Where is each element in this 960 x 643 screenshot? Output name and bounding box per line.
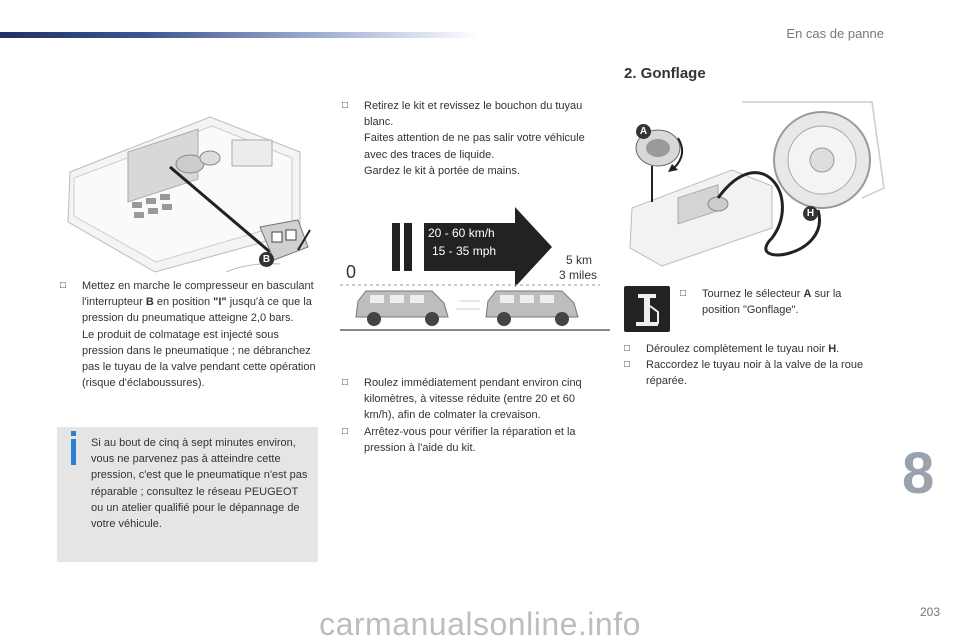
hose-instructions (624, 341, 874, 390)
list-item: □ Arrêtez-vous pour vérifier la réparation et la pression à l'aide du kit. (342, 425, 576, 454)
info-icon-dot (71, 431, 76, 436)
speed-kmh-label: 20 - 60 km/h (428, 226, 495, 240)
info-icon (71, 439, 76, 465)
speed-distance-illustration (340, 205, 610, 345)
remove-kit-caution: Faites attention de ne pas salir votre véhicule avec des traces de liquide. (364, 132, 585, 161)
list-item: □ Mettez en marche le compresseur en basculant l'interrupteur B en position "I" jusqu'à ce que la pression du pneumatique atteigne 2,0 bars. (60, 280, 314, 325)
section-heading-gonflage: 2. Gonflage (624, 65, 706, 82)
section-title: En cas de panne (786, 26, 884, 41)
checkbox-bullet-icon: □ (680, 288, 687, 299)
distance-miles-label: 3 miles (559, 268, 598, 282)
checkbox-bullet-icon: □ (342, 425, 349, 437)
selector-instructions (680, 286, 870, 318)
checkbox-bullet-icon: □ (342, 100, 349, 111)
checkbox-bullet-icon: □ (342, 377, 349, 388)
list-item: □ Tournez le sélecteur A sur la position "Gonflage". (680, 288, 842, 317)
watermark: carmanualsonline.info (319, 606, 641, 642)
list-item: □ Déroulez complètement le tuyau noir H. (624, 341, 874, 357)
repair-kit-illustration (60, 112, 318, 274)
checkbox-bullet-icon: □ (60, 280, 67, 291)
compressor-note: Le produit de colmatage est injecté sous pression dans le pneumatique ; ne débranchez pas le tuyau de la valve pendant cette opération (risque d'éclaboussures). (82, 328, 316, 390)
speed-mph-label: 15 - 35 mph (432, 244, 497, 258)
start-zero-label: 0 (346, 262, 357, 282)
compressor-instructions (60, 278, 318, 391)
list-item: □ Retirez le kit et revissez le bouchon du tuyau blanc. (342, 100, 583, 129)
list-item: □ Roulez immédiatement pendant environ cinq kilomètres, à vitesse réduite (entre 20 et 60 km/h), afin de colmater la crevaison. (342, 377, 582, 422)
label-a-badge: A (636, 124, 651, 139)
distance-km-label: 5 km (566, 253, 593, 267)
drive-instructions (342, 375, 598, 456)
info-box (57, 427, 318, 562)
pump-icon (624, 286, 670, 332)
inflation-illustration (622, 98, 890, 270)
page-number: 203 (919, 605, 940, 619)
label-h-badge: H (803, 206, 818, 221)
checkbox-bullet-icon: □ (624, 359, 631, 371)
checkbox-bullet-icon: □ (624, 343, 631, 354)
header-gradient-bar (0, 32, 480, 38)
chapter-number: 8 (902, 441, 935, 506)
label-b-badge: B (259, 252, 274, 267)
remove-kit-instructions (342, 98, 592, 179)
remove-kit-keep: Gardez le kit à portée de mains. (364, 164, 520, 177)
info-text: Si au bout de cinq à sept minutes environ, vous ne parvenez pas à atteindre cette pression, c'est que le pneumatique n'est pas réparable ; consultez le réseau PEUGEOT ou un atelier qualifié pour le dépannage de votre véhicule. (91, 437, 308, 531)
list-item: □ Raccordez le tuyau noir à la valve de la roue réparée. (624, 359, 864, 388)
